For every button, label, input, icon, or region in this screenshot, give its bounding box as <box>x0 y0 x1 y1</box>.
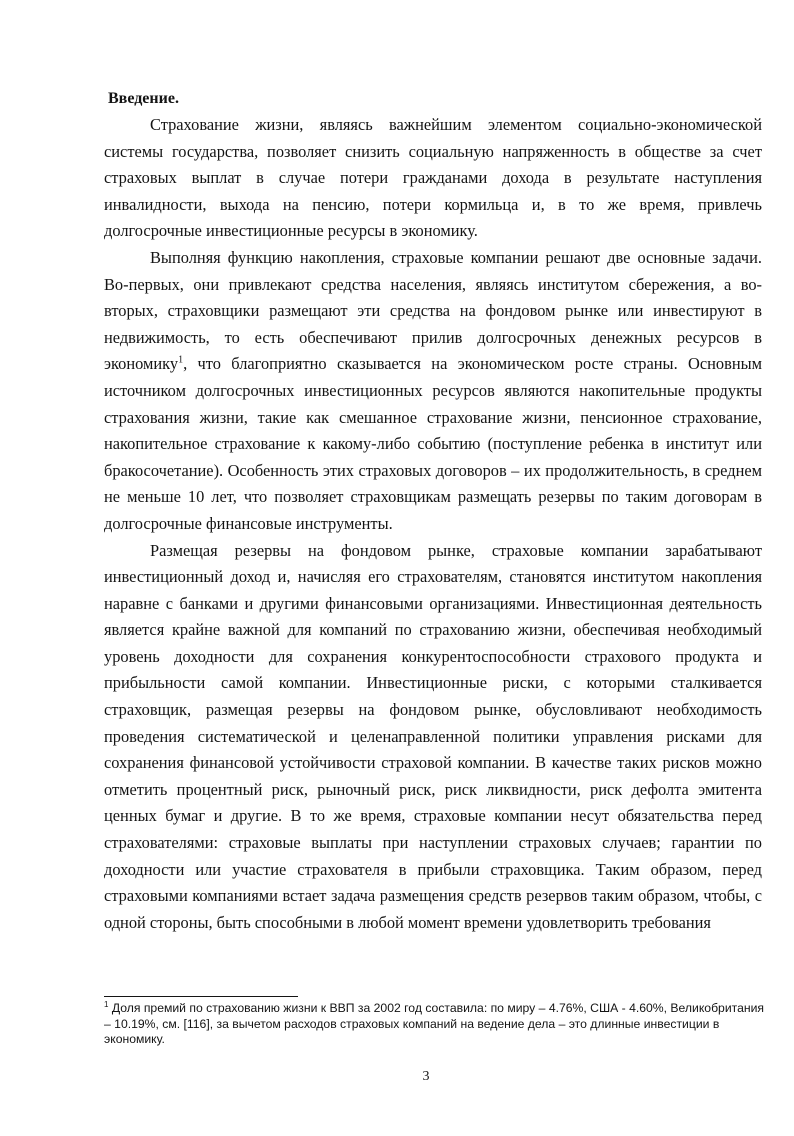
footnote-mark: 1 <box>104 999 109 1009</box>
footnote-text: Доля премий по страхованию жизни к ВВП за 2002 год составила: по миру – 4.76%, США - 4.60%, Великобритания – 10.19%, см. [116], за вычетом расходов страховых компаний на ведение дела – это длинные инвестиции в экономику. <box>104 1001 765 1046</box>
footnote-reference: 1 <box>178 354 184 366</box>
paragraph-3: Размещая резервы на фондовом рынке, страховые компании зарабатывают инвестиционный доход и, начисляя его страхователям, становятся институтом накопления наравне с банками и другими финансовыми организациями. Инвестиционная деятельность является крайне важной для компаний по страхованию жизни, обеспечивая необходимый уровень доходности для сохранения конкурентоспособности страхового продукта и прибыльности самой компании. Инвестиционные риски, с которыми сталкивается страховщик, размещая резервы на фондовом рынке, обусловливают необходимость проведения систематической и целенаправленной политики управления рисками для сохранения финансовой устойчивости страховой компании. В качестве таких рисков можно отметить процентный риск, рыночный риск, риск ликвидности, риск дефолта эмитента ценных бумаг и другие. В то же время, страховые компании несут обязательства перед страхователями: страховые выплаты при наступлении страховых случаев; гарантии по доходности или участие страхователя в прибыли страховщика. Таким образом, перед страховыми компаниями встает задача размещения средств резервов таким образом, чтобы, с одной стороны, быть способными в любой момент времени удовлетворить требования <box>104 540 762 932</box>
paragraph-2-part-1: Выполняя функцию накопления, страховые компании решают две основные задачи. Во-первых, они привлекают средства населения, являясь институтом сбережения, а во-вторых, страховщики размещают эти средства на фондовом рынке или инвестируют в недвижимость, то есть обеспечивают прилив долгосрочных денежных ресурсов в экономику <box>104 247 762 374</box>
body-text <box>104 112 762 936</box>
section-heading: Введение. <box>108 90 179 107</box>
footnote-divider <box>104 996 298 997</box>
paragraph-1: Страхование жизни, являясь важнейшим элементом социально-экономической системы государства, позволяет снизить социальную напряженность в обществе за счет страховых выплат в случае потери гражданами дохода в результате наступления инвалидности, выхода на пенсию, потери кормильца и, в то же время, привлечь долгосрочные инвестиционные ресурсы в экономику. <box>104 115 762 241</box>
paragraph-2-part-2: , что благоприятно сказывается на экономическом росте страны. Основным источником долгосрочных инвестиционных ресурсов являются накопительные продукты страхования жизни, такие как смешанное страхование жизни, пенсионное страхование, накопительное страхование к какому-либо событию (поступление ребенка в институт или бракосочетание). Особенность этих страховых договоров – их продолжительность, в среднем не меньше 10 лет, что позволяет страховщикам размещать резервы по таким договорам в долгосрочные финансовые инструменты. <box>104 354 762 533</box>
footnote <box>104 1001 764 1048</box>
paragraph-2 <box>104 245 762 538</box>
page-number: 3 <box>422 1069 430 1084</box>
